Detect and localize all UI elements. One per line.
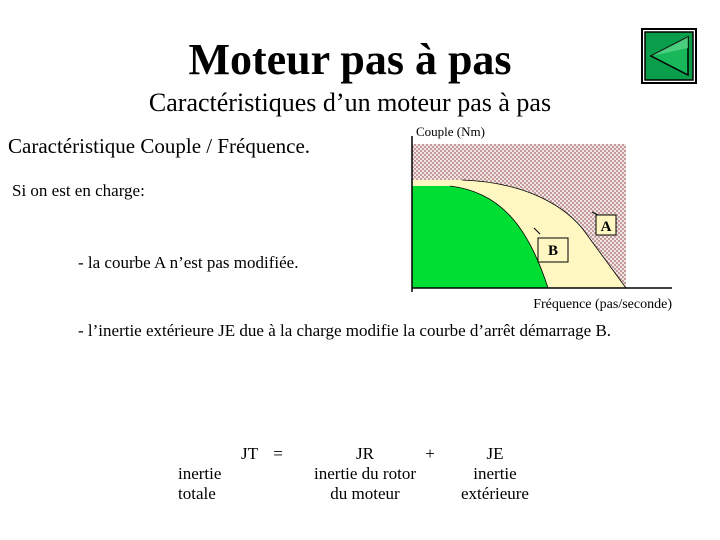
jr-symbol: JR xyxy=(356,444,374,463)
inertia-note: - l’inertie extérieure JE due à la charge modifie la courbe d’arrêt démarrage B. xyxy=(78,321,612,340)
equation-jr xyxy=(300,444,430,504)
equation-equals: = xyxy=(273,444,283,463)
y-axis-label: Couple (Nm) xyxy=(416,124,485,139)
charge-label: Si on est en charge: xyxy=(12,181,145,200)
je-desc-1: inertie xyxy=(473,464,517,483)
section-heading: Caractéristique Couple / Fréquence. xyxy=(8,134,311,158)
equation-plus: + xyxy=(425,444,435,463)
je-symbol: JE xyxy=(486,444,504,463)
back-button[interactable] xyxy=(641,28,697,84)
curve-b-label: B xyxy=(547,243,559,259)
equation-jt xyxy=(178,444,258,504)
page-title: Moteur pas à pas xyxy=(188,35,512,84)
jr-desc-2: du moteur xyxy=(330,484,400,503)
equation-je xyxy=(440,444,550,504)
jr-desc-1: inertie du rotor xyxy=(314,464,416,483)
jt-desc-1: inertie xyxy=(178,464,222,483)
curve-a-label: A xyxy=(600,219,612,235)
page-subtitle: Caractéristiques d’un moteur pas à pas xyxy=(148,88,552,117)
torque-frequency-diagram xyxy=(400,122,720,322)
jt-symbol: JT xyxy=(241,444,258,463)
x-axis-label: Fréquence (pas/seconde) xyxy=(533,297,672,312)
jt-desc-2: totale xyxy=(178,484,216,503)
back-arrow-icon xyxy=(641,28,697,84)
curve-a-note: - la courbe A n’est pas modifiée. xyxy=(78,253,299,272)
je-desc-2: extérieure xyxy=(461,484,529,503)
